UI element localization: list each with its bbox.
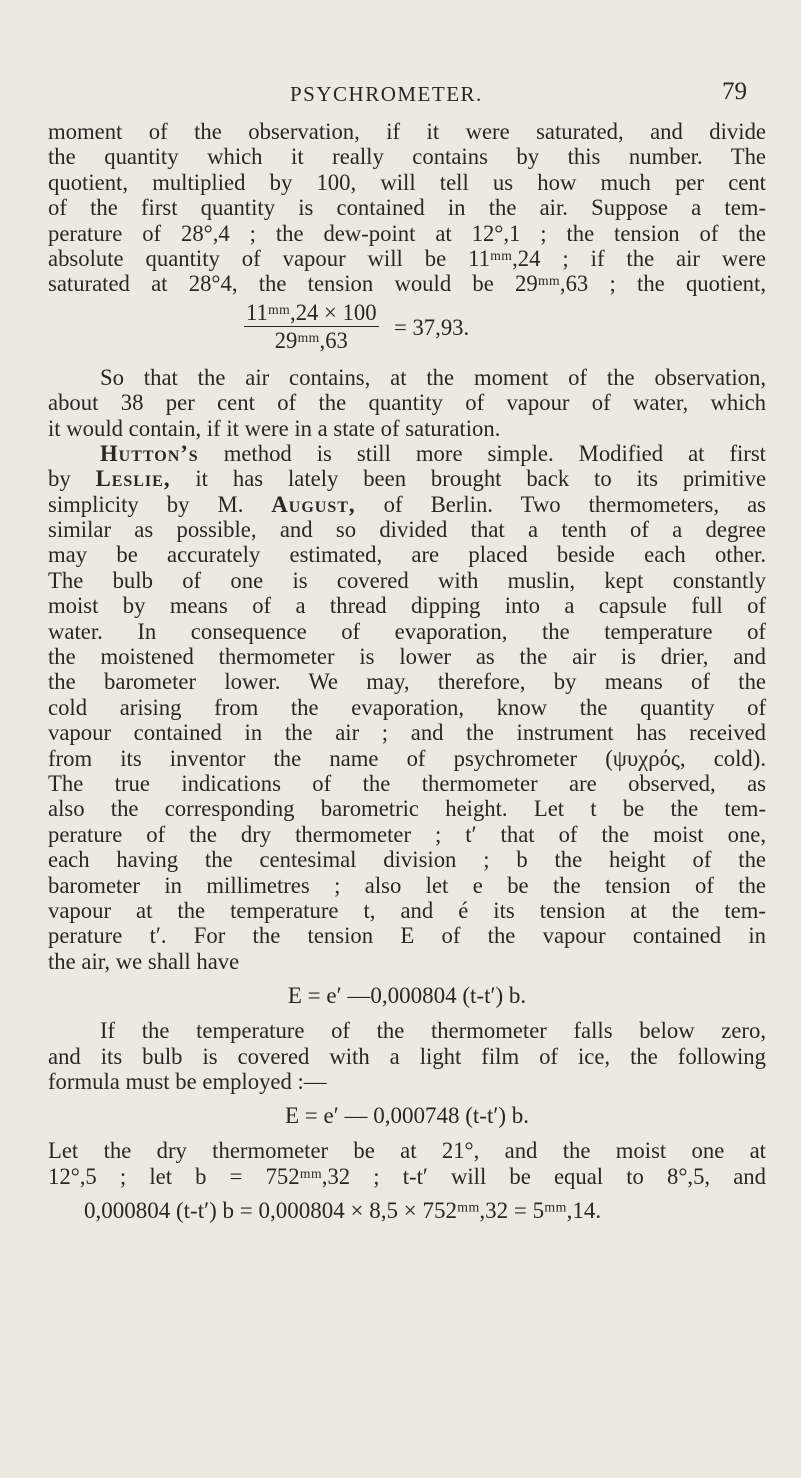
paragraph-2 bbox=[48, 365, 766, 441]
text-line: the barometer lower. We may, therefore, by means of the bbox=[48, 669, 766, 695]
text-line bbox=[48, 441, 766, 466]
text-line: cold arising from the evaporation, know the quantity of bbox=[48, 694, 766, 720]
text-span: simplicity by M. bbox=[48, 491, 272, 517]
text-span: by bbox=[48, 466, 96, 492]
text-line: perature of the dry thermometer ; t′ that of the moist one, bbox=[48, 821, 766, 847]
text-line bbox=[48, 492, 766, 517]
text-span: it has lately been brought back to its primitive bbox=[170, 466, 767, 492]
text-line: from its inventor the name of psychrometer (ψυχρός, cold). bbox=[48, 745, 766, 771]
name-august: August, bbox=[271, 491, 356, 517]
text-line: the quantity which it really contains by this number. The bbox=[48, 144, 766, 170]
fraction-formula bbox=[48, 297, 766, 365]
text-line: The bulb of one is covered with muslin, kept constantly bbox=[48, 567, 766, 593]
text-line: similar as possible, and so divided that a tenth of a degree bbox=[48, 517, 766, 543]
running-head: PSYCHROMETER. bbox=[290, 82, 483, 106]
fraction bbox=[244, 299, 379, 354]
text-line: may be accurately estimated, are placed beside each other. bbox=[48, 542, 766, 568]
fraction-result: = 37,93. bbox=[394, 314, 470, 340]
formula-example: 0,000804 (t-t′) b = 0,000804 × 8,5 × 752ᵐᵐ,32 = 5ᵐᵐ,14. bbox=[84, 1198, 602, 1224]
text-line: absolute quantity of vapour will be 11ᵐᵐ,24 ; if the air were bbox=[48, 245, 766, 271]
text-line: of the first quantity is contained in the air. Suppose a tem- bbox=[48, 195, 766, 221]
name-hutton: Hutton’s bbox=[100, 440, 199, 466]
text-line: perature t′. For the tension E of the vapour contained in bbox=[48, 923, 766, 949]
paragraph-3 bbox=[48, 441, 766, 974]
text-line: it would contain, if it were in a state of saturation. bbox=[48, 415, 501, 441]
text-line: the moistened thermometer is lower as the air is drier, and bbox=[48, 644, 766, 670]
text-line: moist by means of a thread dipping into a capsule full of bbox=[48, 593, 766, 619]
fraction-numerator: 11ᵐᵐ,24 × 100 bbox=[246, 299, 377, 325]
text-line: moment of the observation, if it were saturated, and divide bbox=[48, 119, 766, 144]
text-line: If the temperature of the thermometer falls below zero, bbox=[100, 1018, 766, 1044]
text-line: Let the dry thermometer be at 21°, and the moist one at bbox=[48, 1138, 766, 1164]
text-line: quotient, multiplied by 100, will tell us how much per cent bbox=[48, 169, 766, 195]
page-header bbox=[0, 78, 801, 108]
paragraph-4 bbox=[48, 1018, 766, 1094]
text-line: formula must be employed :— bbox=[48, 1068, 327, 1094]
text-line: vapour contained in the air ; and the instrument has received bbox=[48, 720, 766, 746]
text-line: So that the air contains, at the moment of the observation, bbox=[100, 364, 766, 390]
name-leslie: Leslie, bbox=[95, 466, 171, 492]
text-line: perature of 28°,4 ; the dew-point at 12°,1 ; the tension of the bbox=[48, 220, 766, 246]
body-text bbox=[48, 119, 766, 1233]
formula-dry-wet: E = e′ —0,000804 (t-t′) b. bbox=[287, 983, 527, 1009]
text-line bbox=[48, 466, 766, 491]
formula-ice: E = e′ — 0,000748 (t-t′) b. bbox=[284, 1103, 530, 1129]
text-line: vapour at the temperature t, and é its tension at the tem- bbox=[48, 897, 766, 923]
text-line: each having the centesimal division ; b the height of the bbox=[48, 847, 766, 873]
fraction-denominator: 29ᵐᵐ,63 bbox=[274, 327, 348, 353]
text-line: and its bulb is covered with a light film of ice, the following bbox=[48, 1043, 766, 1069]
page-number: 79 bbox=[722, 78, 747, 105]
text-line: the air, we shall have bbox=[48, 948, 240, 974]
text-line: also the corresponding barometric height. Let t be the tem- bbox=[48, 796, 766, 822]
paragraph-5 bbox=[48, 1138, 766, 1189]
text-span: of Berlin. Two thermometers, as bbox=[355, 491, 766, 517]
text-line: The true indications of the thermometer are observed, as bbox=[48, 770, 766, 796]
paragraph-1 bbox=[48, 119, 766, 297]
text-line: 12°,5 ; let b = 752ᵐᵐ,32 ; t-t′ will be equal to 8°,5, and bbox=[48, 1163, 766, 1189]
text-line: saturated at 28°4, the tension would be 29ᵐᵐ,63 ; the quotient, bbox=[48, 271, 766, 297]
text-line: water. In consequence of evaporation, the temperature of bbox=[48, 618, 766, 644]
text-line: barometer in millimetres ; also let e be the tension of the bbox=[48, 872, 766, 898]
text-span: method is still more simple. Modified at first bbox=[198, 440, 766, 466]
text-line: about 38 per cent of the quantity of vapour of water, which bbox=[48, 390, 766, 416]
